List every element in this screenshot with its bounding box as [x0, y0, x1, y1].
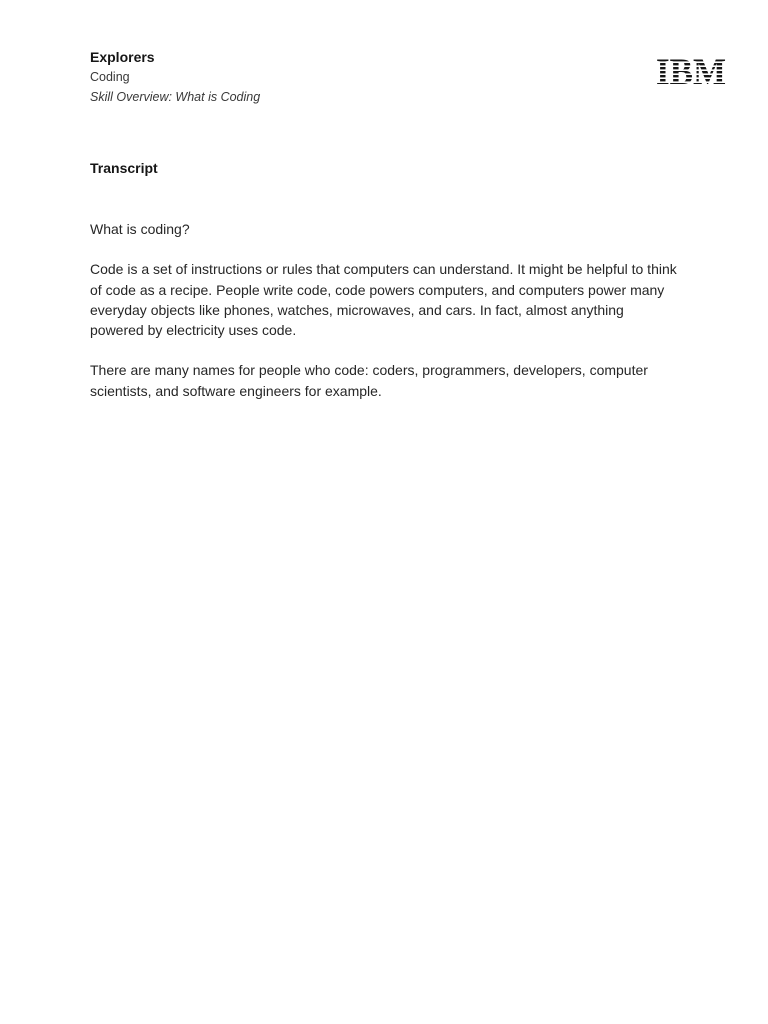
- transcript-paragraph: There are many names for people who code: coders, programmers, developers, computer scientists, and software engineers for example.: [90, 362, 648, 399]
- program-title: Explorers: [90, 49, 155, 65]
- ibm-logo-icon: [655, 55, 727, 87]
- transcript-body: [90, 219, 680, 421]
- transcript-heading: Transcript: [90, 160, 158, 176]
- transcript-question: What is coding?: [90, 221, 190, 237]
- document-subtitle: Skill Overview: What is Coding: [90, 90, 261, 104]
- document-header: [90, 47, 610, 107]
- transcript-paragraph: Code is a set of instructions or rules that computers can understand. It might be helpful to think of code as a recipe. People write code, code powers computers, and computers power many everyday objects like phones, watches, microwaves, and cars. In fact, almost anything powered by electricity uses code.: [90, 261, 677, 338]
- course-name: Coding: [90, 70, 130, 84]
